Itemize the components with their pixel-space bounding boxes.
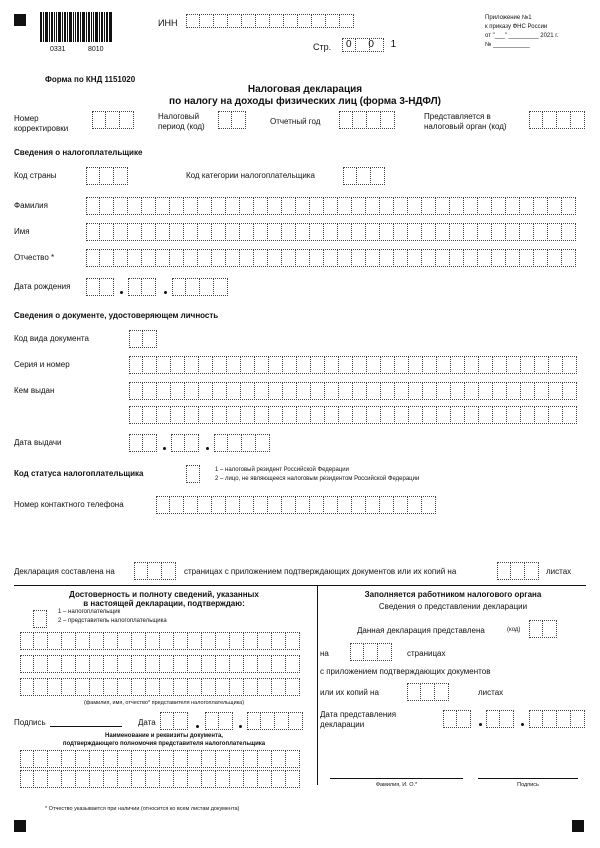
right-box-subtitle: Сведения о представлении декларации [378, 602, 528, 611]
representative-fio-row1[interactable] [20, 632, 300, 650]
series-label: Серия и номер [14, 360, 70, 369]
sheets-label: листах [478, 688, 504, 697]
page-number: 0 0 1 [346, 39, 404, 50]
pages-middle: страницах с приложением подтверждающих документов или их копий на [184, 567, 457, 576]
pages-prefix: Декларация составлена на [14, 567, 115, 576]
submission-date-label1: Дата представления [320, 710, 397, 719]
category-label: Код категории налогоплательщика [186, 171, 315, 180]
barcode [40, 12, 114, 42]
date-separator [163, 447, 166, 450]
authority-document-row1[interactable] [20, 750, 300, 768]
representative-fio-row3[interactable] [20, 678, 300, 696]
appendix-line1: Приложение №1 [485, 15, 532, 21]
period-label2: период (код) [158, 122, 205, 131]
presented-code-input[interactable] [529, 620, 557, 638]
submission-day-input[interactable] [443, 710, 471, 728]
signer-type-input[interactable] [33, 610, 47, 628]
date-label: Дата [138, 718, 156, 727]
presented-label: Данная декларация представлена [357, 626, 485, 635]
authority-label2: налоговый орган (код) [424, 122, 507, 131]
status-option1: 1 – налоговый резидент Российской Федерации [215, 467, 349, 473]
birthdate-label: Дата рождения [14, 282, 71, 291]
submission-month-input[interactable] [486, 710, 514, 728]
frame-top-border [14, 585, 586, 586]
phone-input[interactable] [156, 496, 436, 514]
sheets-count-input[interactable] [497, 562, 539, 580]
left-box-title1: Достоверность и полноту сведений, указанных [69, 590, 259, 599]
barcode-left-code: 0331 [50, 46, 66, 53]
appendix-line4: № ___________ [485, 42, 530, 48]
corner-marker-bottom-left [14, 820, 26, 832]
sign-month-input[interactable] [205, 712, 233, 730]
received-pages-input[interactable] [350, 643, 392, 661]
barcode-right-code: 8010 [88, 46, 104, 53]
country-label: Код страны [14, 171, 57, 180]
series-number-input[interactable] [129, 356, 577, 374]
issued-by-input-row1[interactable] [129, 382, 577, 400]
submission-year-input[interactable] [529, 710, 585, 728]
document-section-title: Сведения о документе, удостоверяющем личность [14, 311, 219, 320]
correction-label2: корректировки [14, 124, 69, 133]
authority-code-input[interactable] [529, 111, 585, 129]
doc-caption1: Наименование и реквизиты документа, [105, 733, 223, 739]
country-code-input[interactable] [86, 167, 128, 185]
presented-code-caption: (код) [507, 627, 521, 633]
footnote: * Отчество указывается при наличии (относится ко всем листам документа) [45, 806, 240, 812]
appendix-line2: к приказу ФНС России [485, 24, 548, 30]
surname-label: Фамилия [14, 201, 48, 210]
doc-caption2: подтверждающего полномочия представителя налогоплательщика [62, 741, 266, 747]
submission-date-label2: декларации [320, 720, 365, 729]
patronymic-input[interactable] [86, 249, 576, 267]
period-label1: Налоговый [158, 112, 200, 121]
received-sheets-input[interactable] [407, 683, 449, 701]
representative-fio-row2[interactable] [20, 655, 300, 673]
issued-by-label: Кем выдан [14, 386, 55, 395]
pages-suffix: листах [546, 567, 572, 576]
authority-label1: Представляется в [424, 112, 491, 121]
birth-day-input[interactable] [86, 278, 114, 296]
patronymic-label: Отчество * [14, 253, 55, 262]
sign-label: Подпись [14, 718, 46, 727]
year-label: Отчетный год [270, 117, 321, 126]
name-input[interactable] [86, 223, 576, 241]
corner-marker-bottom-right [572, 820, 584, 832]
officer-signature-caption: Подпись [517, 782, 539, 788]
doc-type-label: Код вида документа [14, 334, 89, 343]
issue-date-label: Дата выдачи [14, 438, 62, 447]
left-box-title2: в настоящей декларации, подтверждаю: [83, 599, 245, 608]
page-title: Налоговая декларация [247, 84, 363, 95]
correction-number-input[interactable] [92, 111, 134, 129]
taxpayer-section-title: Сведения о налогоплательщике [14, 148, 143, 157]
date-separator [206, 447, 209, 450]
corner-marker-top-left [14, 14, 26, 26]
sign-day-input[interactable] [160, 712, 188, 730]
name-label: Имя [14, 227, 30, 236]
issue-month-input[interactable] [171, 434, 199, 452]
with-docs-label: с приложением подтверждающих документов [320, 667, 491, 676]
appendix-line3: от "___" _________ 2021 г. [485, 33, 559, 39]
page-label: Стр. [313, 42, 332, 52]
signer-option1: 1 – налогоплательщик [58, 609, 121, 615]
category-code-input[interactable] [343, 167, 385, 185]
date-separator [120, 291, 123, 294]
date-separator [196, 725, 199, 728]
issue-year-input[interactable] [214, 434, 270, 452]
report-year-input[interactable] [339, 111, 395, 129]
date-separator [521, 723, 524, 726]
officer-fio-line[interactable] [330, 778, 463, 779]
fio-caption: (фамилия, имя, отчество* представителя налогоплательщика) [83, 700, 245, 706]
birth-year-input[interactable] [172, 278, 228, 296]
pages-label: страницах [407, 649, 446, 658]
issue-day-input[interactable] [129, 434, 157, 452]
doc-type-input[interactable] [129, 330, 157, 348]
pages-count-input[interactable] [134, 562, 176, 580]
right-box-title: Заполняется работником налогового органа [364, 590, 542, 599]
signature-line[interactable] [50, 726, 122, 727]
officer-fio-caption: Фамилия, И. О.* [375, 782, 418, 788]
on-label: на [320, 649, 329, 658]
birth-month-input[interactable] [128, 278, 156, 296]
form-code: Форма по КНД 1151020 [45, 75, 136, 84]
page-subtitle: по налогу на доходы физических лиц (форма 3-НДФЛ) [169, 96, 441, 107]
sign-year-input[interactable] [247, 712, 303, 730]
signer-option2: 2 – представитель налогоплательщика [58, 618, 167, 624]
date-separator [479, 723, 482, 726]
frame-divider [317, 585, 318, 785]
status-option2: 2 – лицо, не являющееся налоговым резидентом Российской Федерации [215, 476, 420, 482]
date-separator [239, 725, 242, 728]
authority-document-row2[interactable] [20, 770, 300, 788]
phone-label: Номер контактного телефона [14, 500, 124, 509]
date-separator [164, 291, 167, 294]
period-code-input[interactable] [218, 111, 246, 129]
status-code-input[interactable] [186, 465, 200, 483]
status-label: Код статуса налогоплательщика [14, 469, 144, 478]
or-copies-label: или их копий на [320, 688, 379, 697]
correction-label1: Номер [14, 114, 39, 123]
officer-signature-line[interactable] [478, 778, 578, 779]
issued-by-input-row2[interactable] [129, 406, 577, 424]
inn-input[interactable] [186, 14, 354, 28]
surname-input[interactable] [86, 197, 576, 215]
inn-label: ИНН [158, 18, 178, 28]
